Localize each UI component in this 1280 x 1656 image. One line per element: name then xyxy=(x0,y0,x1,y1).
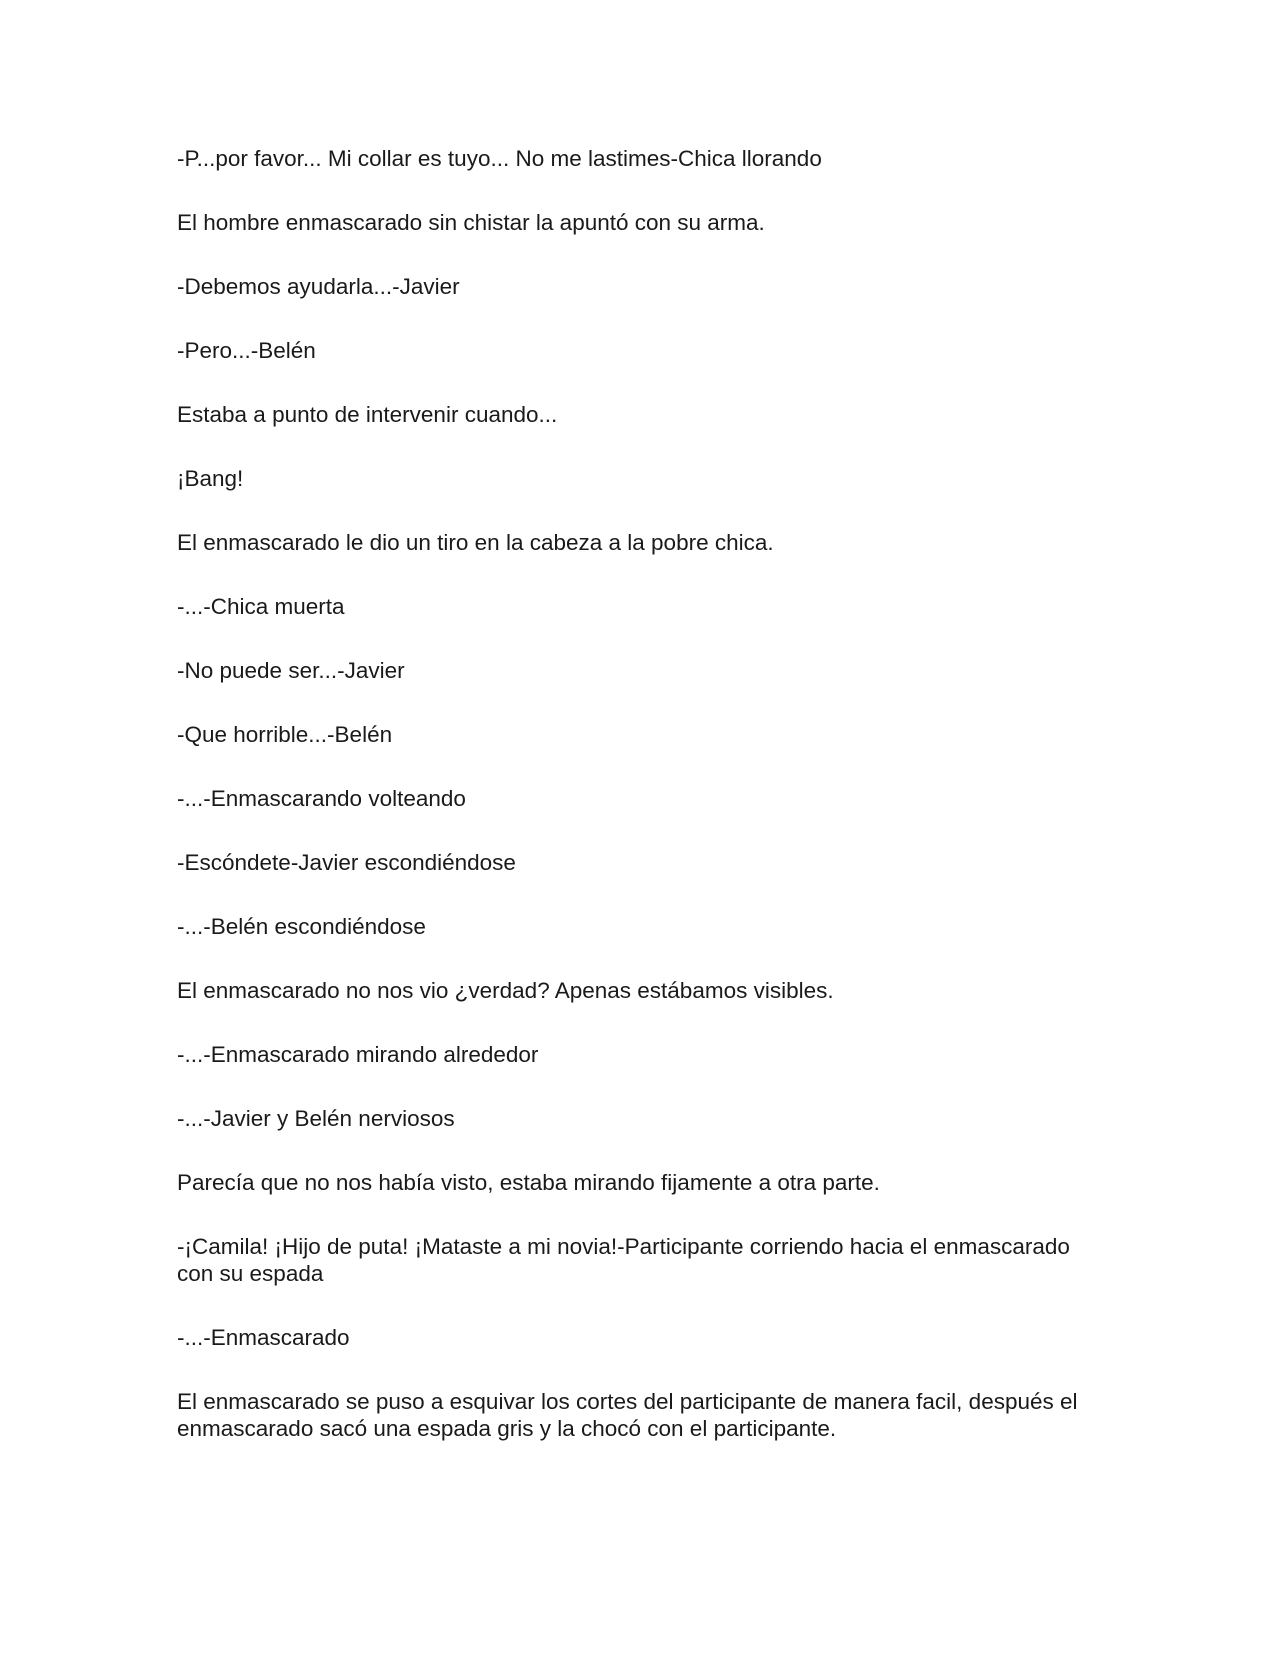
paragraph: -Debemos ayudarla...-Javier xyxy=(177,274,460,299)
document-body xyxy=(177,145,1107,1442)
paragraph: El enmascarado le dio un tiro en la cabeza a la pobre chica. xyxy=(177,530,774,555)
paragraph: Parecía que no nos había visto, estaba mirando fijamente a otra parte. xyxy=(177,1170,880,1195)
paragraph: -¡Camila! ¡Hijo de puta! ¡Mataste a mi novia!-Participante corriendo hacia el enmascarado con su espada xyxy=(177,1234,1070,1286)
paragraph: -...-Enmascarando volteando xyxy=(177,786,466,811)
paragraph: El enmascarado se puso a esquivar los cortes del participante de manera facil, después el enmascarado sacó una espada gris y la chocó con el participante. xyxy=(177,1389,1078,1441)
paragraph: ¡Bang! xyxy=(177,466,244,491)
paragraph: -Escóndete-Javier escondiéndose xyxy=(177,850,516,875)
paragraph: -...-Belén escondiéndose xyxy=(177,914,426,939)
paragraph: -Pero...-Belén xyxy=(177,338,316,363)
paragraph: El hombre enmascarado sin chistar la apuntó con su arma. xyxy=(177,210,765,235)
paragraph: -P...por favor... Mi collar es tuyo... No me lastimes-Chica llorando xyxy=(177,146,822,171)
paragraph: -...-Javier y Belén nerviosos xyxy=(177,1106,455,1131)
paragraph: -...-Enmascarado xyxy=(177,1325,350,1350)
paragraph: -...-Enmascarado mirando alrededor xyxy=(177,1042,539,1067)
paragraph: -Que horrible...-Belén xyxy=(177,722,393,747)
paragraph: -No puede ser...-Javier xyxy=(177,658,405,683)
paragraph: Estaba a punto de intervenir cuando... xyxy=(177,402,558,427)
paragraph: El enmascarado no nos vio ¿verdad? Apenas estábamos visibles. xyxy=(177,978,834,1003)
paragraph: -...-Chica muerta xyxy=(177,594,345,619)
